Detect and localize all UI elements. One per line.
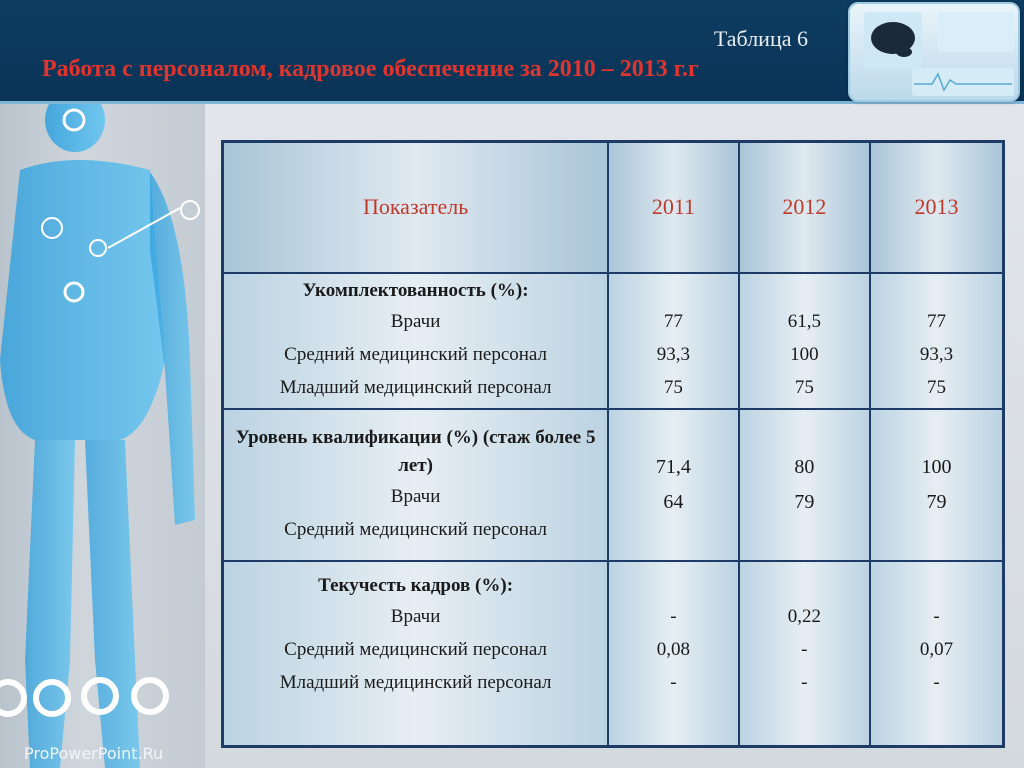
- value: 61,5: [787, 311, 821, 332]
- human-figure-icon: [0, 100, 205, 768]
- value: 71,4: [655, 455, 691, 478]
- value-cell: [739, 561, 870, 747]
- row-heading: Текучесть кадров (%):: [318, 574, 514, 596]
- value-cell: [608, 561, 738, 747]
- slide-header: [0, 0, 1024, 104]
- row-item: Младший медицинский персонал: [279, 377, 552, 398]
- indicator-cell: [223, 561, 609, 747]
- value-cell: [739, 409, 870, 561]
- watermark-text: ProPowerPoint.Ru: [24, 744, 164, 763]
- slide-title: Работа с персоналом, кадровое обеспечение за 2010 – 2013 г.г: [42, 56, 699, 82]
- table-row: [223, 409, 1004, 561]
- value-cell: [608, 273, 738, 409]
- value: 93,3: [656, 344, 691, 365]
- value: -: [933, 605, 940, 627]
- row-heading: Укомплектованность (%):: [302, 280, 529, 301]
- row-item: Младший медицинский персонал: [279, 671, 552, 693]
- monitor-panel: [938, 12, 1014, 52]
- value: 77: [927, 311, 947, 332]
- value: 77: [663, 311, 683, 332]
- row-heading: Уровень квалификации (%) (стаж более 5 лет): [235, 426, 596, 476]
- staff-table: [221, 140, 1005, 745]
- brain-icon: [864, 12, 922, 68]
- table-row: [223, 273, 1004, 409]
- row-item: Средний медицинский персонал: [284, 344, 548, 365]
- value: -: [801, 671, 808, 693]
- value: 93,3: [919, 344, 954, 365]
- column-header: Показатель: [223, 142, 609, 273]
- value: -: [933, 671, 940, 693]
- value: 79: [794, 490, 815, 513]
- row-item: Врачи: [390, 605, 441, 627]
- value: -: [670, 605, 677, 627]
- value: 64: [663, 490, 684, 513]
- value: 75: [663, 377, 683, 398]
- indicator-cell: [223, 409, 609, 561]
- pulse-wave-icon: [912, 68, 1014, 96]
- column-header: 2012: [739, 142, 870, 273]
- value-cell: [870, 561, 1003, 747]
- value-cell: [870, 409, 1003, 561]
- value: -: [670, 671, 677, 693]
- value-cell: [739, 273, 870, 409]
- value-cell: [870, 273, 1003, 409]
- monitor-decoration: [848, 2, 1020, 102]
- value: 75: [927, 377, 947, 398]
- value: 0,22: [787, 605, 821, 627]
- value: 75: [794, 377, 814, 398]
- value: 79: [926, 490, 947, 513]
- row-item: Средний медицинский персонал: [284, 638, 548, 660]
- value: 0,08: [656, 638, 691, 660]
- value: 80: [794, 455, 815, 478]
- column-header: 2011: [608, 142, 738, 273]
- value: -: [801, 638, 808, 660]
- row-item: Средний медицинский персонал: [284, 518, 548, 540]
- body-illustration: [0, 100, 205, 768]
- indicator-cell: [223, 273, 609, 409]
- table-caption: Таблица 6: [713, 26, 808, 51]
- table-header-row: [223, 142, 1004, 273]
- column-header: 2013: [870, 142, 1003, 273]
- table-row: [223, 561, 1004, 747]
- value: 100: [790, 344, 819, 365]
- value-cell: [608, 409, 738, 561]
- value: 0,07: [919, 638, 954, 660]
- row-item: Врачи: [390, 485, 441, 507]
- value: 100: [921, 455, 952, 478]
- row-item: Врачи: [390, 311, 441, 332]
